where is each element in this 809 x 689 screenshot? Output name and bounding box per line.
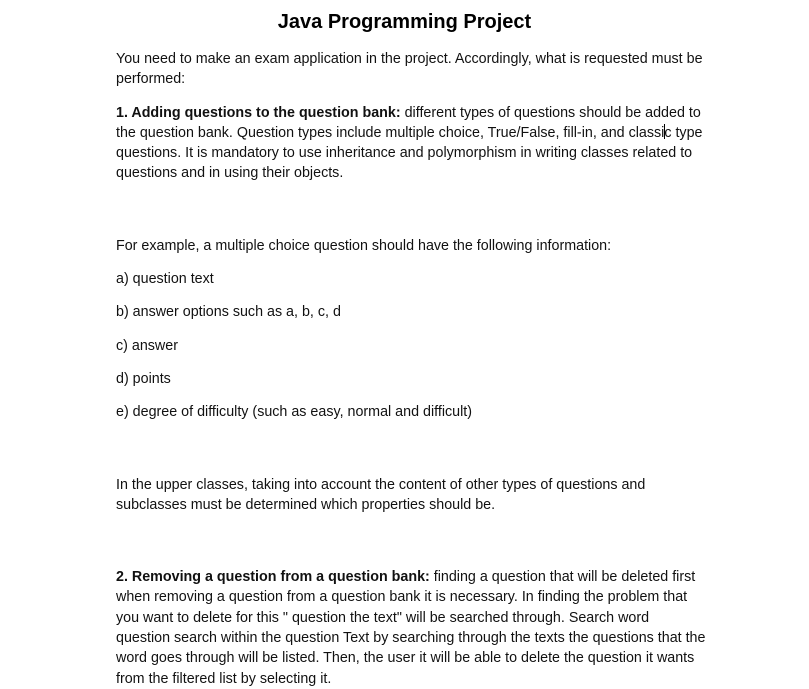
section-2-heading: 2. Removing a question from a question bank: [116, 569, 430, 586]
document-body [116, 49, 706, 689]
section-2-text: finding a question that will be deleted first when removing a question from a question bank it is necessary. In finding the problem that you want to delete for this " question the text" will be searched through. Search word question search within the question Text by searching through the texts the questions that the word goes through will be listed. Then, the user it will be able to delete the question it wants from the filtered list by selecting it. [116, 569, 706, 687]
section-1-text-start: different types of questions should be added to the question bank. Question types include multiple choice, True/False, fill-in, and classi [116, 104, 701, 141]
example-item-d: d) points [116, 370, 171, 387]
section-1-text-end: c type questions. It is mandatory to use inheritance and polymorphism in writing classes related to questions and in using their objects. [116, 124, 703, 182]
example-item-b: b) answer options such as a, b, c, d [116, 304, 341, 321]
example-item-c: c) answer [116, 337, 178, 354]
example-item-a: a) question text [116, 271, 214, 288]
upper-classes-paragraph: In the upper classes, taking into account the content of other types of questions and subclasses must be determined which properties should be. [116, 476, 646, 513]
document-title: Java Programming Project [277, 11, 532, 33]
intro-paragraph: You need to make an exam application in the project. Accordingly, what is requested must be performed: [116, 51, 703, 88]
section-1-heading: 1. Adding questions to the question bank: [116, 104, 401, 121]
section-1-paragraph [116, 103, 706, 184]
section-2-paragraph [116, 567, 706, 689]
example-item-e: e) degree of difficulty (such as easy, normal and difficult) [116, 404, 473, 421]
example-intro: For example, a multiple choice question should have the following information: [116, 237, 612, 254]
